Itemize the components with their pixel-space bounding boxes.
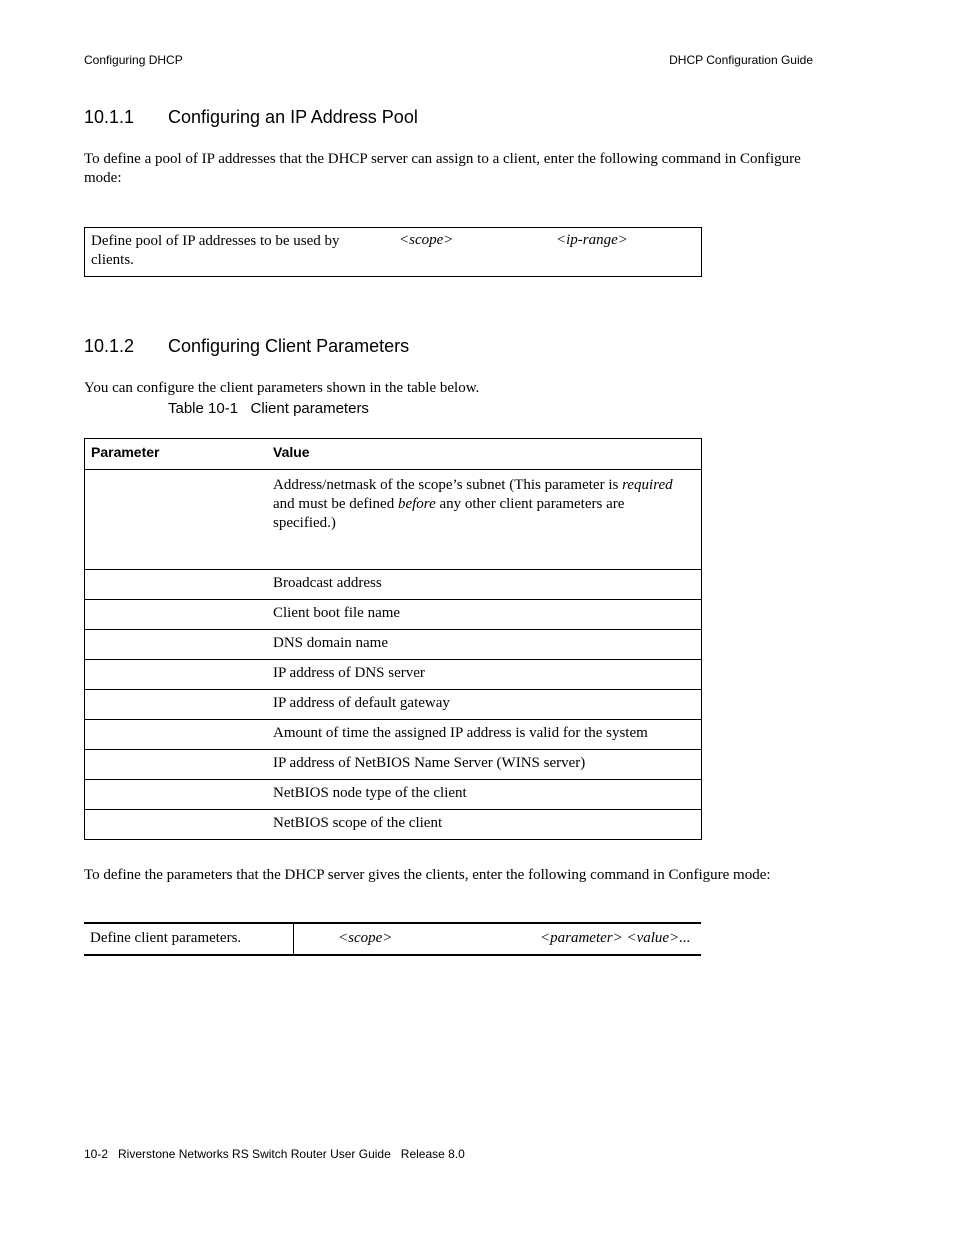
value-cell: Broadcast address xyxy=(273,570,702,600)
table-row xyxy=(85,600,702,630)
value-cell: Amount of time the assigned IP address is valid for the system xyxy=(273,720,702,750)
value-cell: IP address of default gateway xyxy=(273,690,702,720)
parameter-cell xyxy=(85,810,274,840)
parameter-cell xyxy=(85,780,274,810)
table-row xyxy=(85,630,702,660)
section-2-intro: You can configure the client parameters shown in the table below. xyxy=(84,380,480,396)
command-box-pool xyxy=(84,227,702,277)
section-2-outro: To define the parameters that the DHCP server gives the clients, enter the following command in Configure mode: xyxy=(84,867,771,883)
parameter-cell xyxy=(85,470,274,570)
section-1-intro: To define a pool of IP addresses that the DHCP server can assign to a client, enter the following command in Configure mode: xyxy=(84,151,801,186)
column-header-parameter: Parameter xyxy=(85,439,274,470)
value-cell: NetBIOS scope of the client xyxy=(273,810,702,840)
parameter-cell xyxy=(85,630,274,660)
command-arg-parameter-value: <parameter> <value>... xyxy=(540,930,691,946)
parameter-cell xyxy=(85,570,274,600)
column-divider xyxy=(293,924,294,954)
command-description: Define pool of IP addresses to be used by clients. xyxy=(91,233,340,268)
table-row xyxy=(85,780,702,810)
parameter-cell xyxy=(85,690,274,720)
table-row xyxy=(85,470,702,570)
table-row xyxy=(85,660,702,690)
section-heading-10-1-1 xyxy=(84,107,684,131)
table-header-row xyxy=(85,439,702,470)
section-title: Configuring an IP Address Pool xyxy=(168,107,418,127)
parameter-cell xyxy=(85,660,274,690)
command-arg-scope: <scope> xyxy=(399,232,454,248)
table-row xyxy=(85,750,702,780)
table-row xyxy=(85,690,702,720)
table-caption: Table 10-1 Client parameters xyxy=(168,400,369,417)
section-number: 10.1.2 xyxy=(84,336,135,356)
value-cell: NetBIOS node type of the client xyxy=(273,780,702,810)
page-footer: 10-2 Riverstone Networks RS Switch Router User Guide Release 8.0 xyxy=(84,1147,465,1161)
value-cell: IP address of NetBIOS Name Server (WINS server) xyxy=(273,750,702,780)
parameter-cell xyxy=(85,750,274,780)
value-cell: Address/netmask of the scope’s subnet (This parameter is required and must be defined before any other client parameters are specified.) xyxy=(273,470,702,570)
value-cell: DNS domain name xyxy=(273,630,702,660)
command-description: Define client parameters. xyxy=(90,930,242,946)
parameter-cell xyxy=(85,600,274,630)
command-arg-ip-range: <ip-range> xyxy=(556,232,628,248)
client-parameters-table xyxy=(84,438,702,840)
table-row xyxy=(85,720,702,750)
section-heading-10-1-2 xyxy=(84,336,684,360)
value-cell: IP address of DNS server xyxy=(273,660,702,690)
command-arg-scope: <scope> xyxy=(338,930,393,946)
table-row xyxy=(85,570,702,600)
running-header-right: DHCP Configuration Guide xyxy=(669,53,813,67)
command-box-client-parameters xyxy=(84,922,701,956)
column-header-value: Value xyxy=(273,439,702,470)
section-title: Configuring Client Parameters xyxy=(168,336,410,356)
section-number: 10.1.1 xyxy=(84,107,135,127)
table-row xyxy=(85,810,702,840)
value-cell: Client boot file name xyxy=(273,600,702,630)
running-header-left: Configuring DHCP xyxy=(84,53,183,67)
parameter-cell xyxy=(85,720,274,750)
